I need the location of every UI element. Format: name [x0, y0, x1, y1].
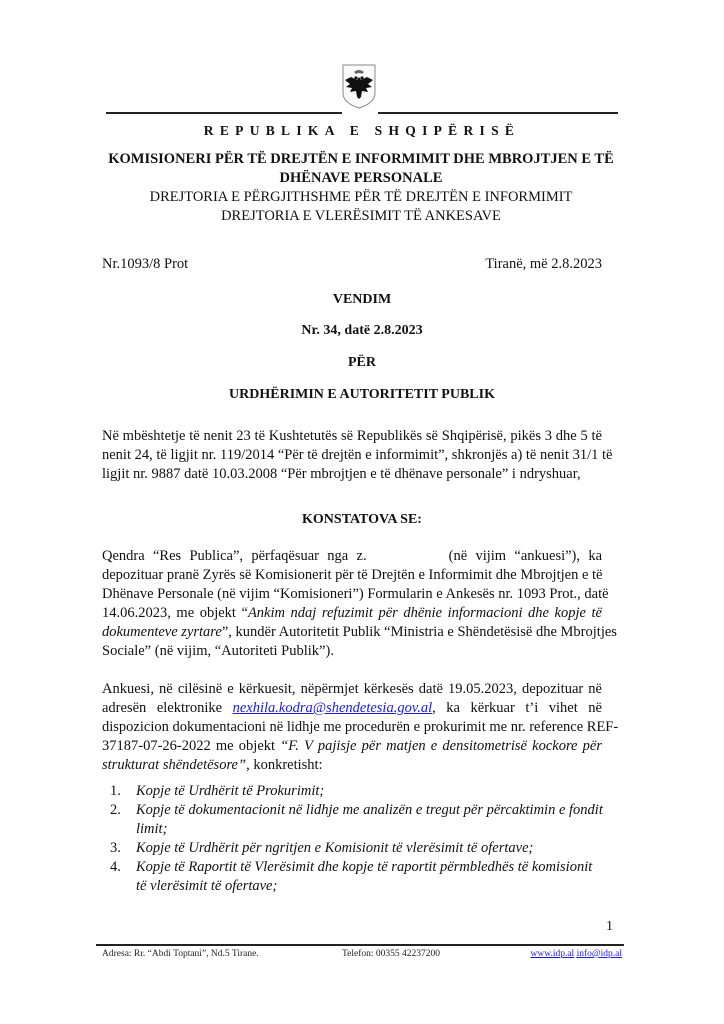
- procurement-object-cont: strukturat shëndetësore”: [102, 757, 247, 773]
- list-item-text: Kopje të Urdhërit për ngritjen e Komisionit të vlerësimit të ofertave;: [136, 840, 534, 856]
- list-item-number: 2.: [110, 802, 121, 818]
- directorate-general: DREJTORIA E PËRGJITHSHME PËR TË DREJTËN E INFORMIMIT: [149, 189, 573, 205]
- text-segment: Qendra “Res Publica”, përfaqësuar nga z.: [102, 548, 367, 564]
- place-date: Tiranë, më 2.8.2023: [485, 256, 602, 272]
- website-link[interactable]: www.idp.al: [530, 949, 575, 959]
- paragraph-line: [102, 604, 602, 623]
- list-item-number: 1.: [110, 783, 121, 799]
- text-segment: ”, kundër Autoritetit Publik “Ministria e Shëndetësisë dhe Mbrojtjes: [221, 624, 617, 640]
- decision-subject: URDHËRIMIN E AUTORITETIT PUBLIK: [229, 387, 495, 402]
- paragraph-line: Dhënave Personale (në vijim “Komisioneri”) Formularin e Ankesës nr. 1093 Prot., datë: [102, 586, 609, 602]
- paragraph-line: [102, 699, 602, 718]
- complaint-object-cont: dokumenteve zyrtare: [102, 624, 222, 640]
- legal-basis-line: ligjit nr. 9887 datë 10.03.2008 “Për mbrojtjen e të dhënave personale” i ndryshuar,: [102, 466, 581, 482]
- footer-rule: [96, 944, 624, 946]
- complaint-object: Ankim ndaj refuzimit për dhënie informacioni dhe kopje të: [247, 605, 602, 621]
- list-item-text: Kopje të Urdhërit të Prokurimit;: [136, 783, 325, 799]
- institution-heading: [96, 150, 626, 188]
- paragraph-line: depozituar pranë Zyrës së Komisionerit për të Drejtën e Informimit dhe Mbrojtjen e të: [102, 567, 603, 583]
- footer-links: [530, 949, 622, 959]
- text-segment: 37187-07-26-2022 me objekt: [102, 738, 281, 754]
- list-item: [110, 839, 604, 858]
- paragraph-line: [102, 547, 602, 566]
- text-segment: , konkretisht:: [246, 757, 323, 773]
- list-item: [110, 858, 604, 896]
- institution-line-1: KOMISIONERI PËR TË DREJTËN E INFORMIMIT DHE MBROJTJEN E TË: [108, 151, 614, 167]
- paragraph-line: [102, 623, 617, 642]
- directorate-name: DREJTORIA E VLERËSIMIT TË ANKESAVE: [221, 208, 501, 224]
- country-heading: REPUBLIKA E SHQIPËRISË: [203, 123, 521, 138]
- text-segment: (në vijim “ankuesi”), ka: [448, 548, 603, 564]
- directorate-heading: [96, 188, 626, 226]
- header-rule-right: [378, 112, 618, 114]
- complaint-paragraph: [102, 547, 617, 661]
- paragraph-line: Sociale” (në vijim, “Autoriteti Publik”).: [102, 643, 334, 659]
- list-item-number: 4.: [110, 859, 121, 875]
- email-link[interactable]: info@idp.al: [576, 949, 622, 959]
- list-item-text: Kopje të Raportit të Vlerësimit dhe kopje të raportit përmbledhës të komisionit të vlerësimit të ofertave;: [136, 859, 593, 894]
- per-label: PËR: [348, 355, 376, 370]
- albanian-emblem-icon: [340, 63, 378, 109]
- paragraph-line: [102, 756, 602, 775]
- list-item-number: 3.: [110, 840, 121, 856]
- legal-basis-line: Në mbështetje të nenit 23 të Kushtetutës së Republikës së Shqipërisë, pikës 3 dhe 5 të: [102, 428, 602, 444]
- footer-phone: Telefon: 00355 42237200: [342, 949, 441, 959]
- paragraph-line: dispozicion dokumentacioni në lidhje me procedurën e prokurimit me nr. reference REF-: [102, 719, 619, 735]
- page-number: 1: [606, 919, 613, 934]
- requested-items-list: [110, 782, 604, 896]
- findings-heading: KONSTATOVA SE:: [302, 512, 422, 527]
- institution-line-2: DHËNAVE PERSONALE: [279, 170, 443, 186]
- paragraph-line: Ankuesi, në cilësinë e kërkuesit, nëpërmjet kërkesës datë 19.05.2023, depozituar në: [102, 681, 602, 697]
- text-segment: , ka kërkuar t’i vihet në: [432, 700, 602, 716]
- header-rule-left: [106, 112, 342, 114]
- text-segment: adresën elektronike: [102, 700, 223, 716]
- footer-address: Adresa: Rr. “Abdi Toptani”, Nd.5 Tirane.: [102, 949, 259, 959]
- text-segment: 14.06.2023, me objekt “: [102, 605, 248, 621]
- procurement-object: “F. V pajisje për matjen e densitometrisë kockore për: [280, 738, 602, 754]
- list-item: [110, 782, 604, 801]
- legal-basis-line: nenit 24, të ligjit nr. 119/2014 “Për të drejtën e informimit”, shkronjës a) të nenit 31/1 të: [102, 447, 613, 463]
- protocol-number: Nr.1093/8 Prot: [102, 256, 189, 272]
- legal-basis-paragraph: [102, 427, 613, 484]
- list-item-text: Kopje të dokumentacionit në lidhje me analizën e tregut për përcaktimin e fondit limit;: [136, 802, 603, 837]
- decision-number-date: Nr. 34, datë 2.8.2023: [301, 323, 423, 338]
- request-paragraph: [102, 680, 619, 775]
- email-link[interactable]: nexhila.kodra@shendetesia.gov.al: [232, 700, 433, 716]
- document-type: VENDIM: [332, 292, 392, 307]
- paragraph-line: [102, 737, 602, 756]
- list-item: [110, 801, 604, 839]
